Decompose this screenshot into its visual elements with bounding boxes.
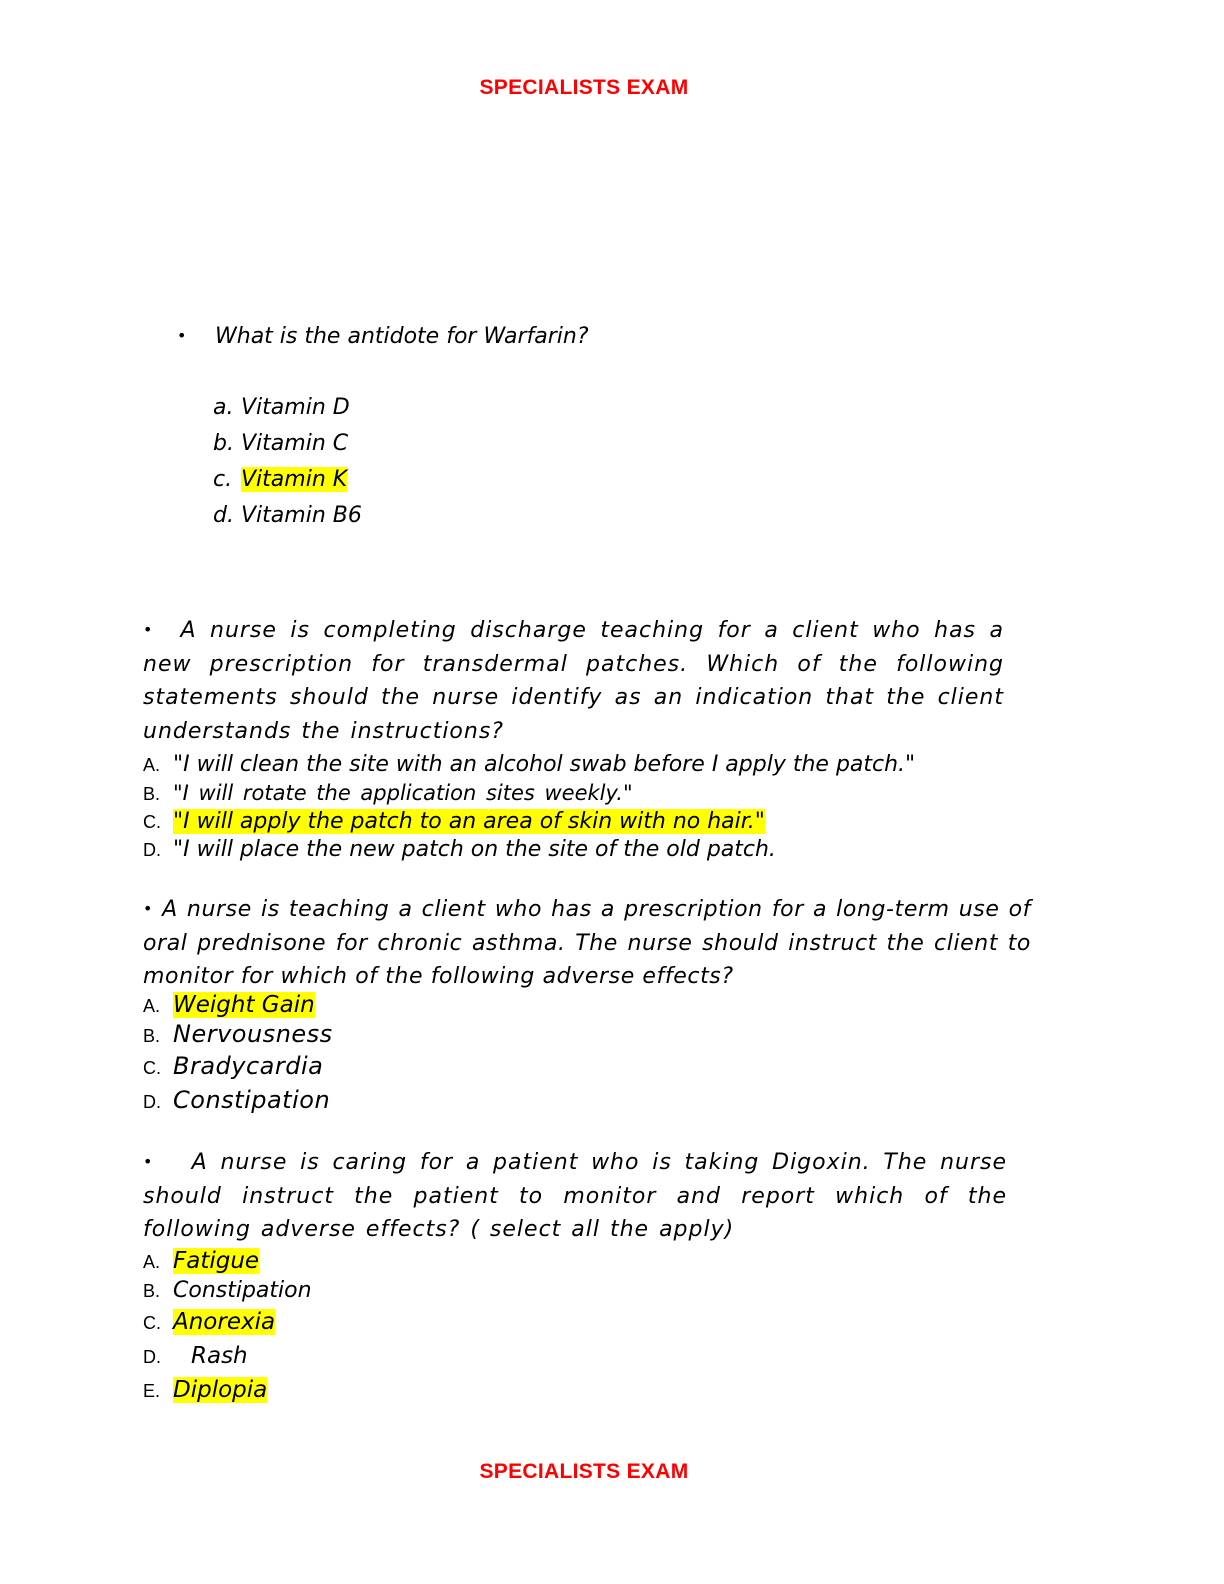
question-3-stem bbox=[143, 892, 1031, 994]
option-text: Constipation bbox=[173, 1278, 312, 1303]
question-3-option-d bbox=[143, 1086, 330, 1114]
option-letter: C. bbox=[143, 1058, 161, 1078]
option-text: Rash bbox=[191, 1343, 248, 1369]
question-1-option-d bbox=[213, 503, 362, 528]
question-2-stem bbox=[143, 613, 1004, 748]
option-text: Bradycardia bbox=[173, 1052, 324, 1080]
option-letter: D. bbox=[143, 840, 161, 860]
option-letter: D. bbox=[143, 1092, 161, 1112]
option-text: "I will rotate the application sites weekly." bbox=[173, 781, 633, 805]
option-text-highlighted: Weight Gain bbox=[173, 992, 315, 1018]
question-2-text: A nurse is completing discharge teaching for a client who has a new prescription for transdermal patches. Which of the following statements should the nurse identify as an indication that the client understands the instructions? bbox=[143, 618, 1004, 744]
option-letter: A. bbox=[143, 755, 161, 775]
bullet-icon: • bbox=[143, 899, 154, 918]
bullet-icon: • bbox=[177, 326, 187, 345]
question-3-option-a bbox=[143, 992, 315, 1018]
page-footer: SPECIALISTS EXAM bbox=[479, 1460, 689, 1483]
option-text: Nervousness bbox=[173, 1020, 333, 1048]
question-4-option-d bbox=[143, 1343, 248, 1369]
option-letter: D. bbox=[143, 1347, 161, 1367]
question-1-option-b bbox=[213, 431, 348, 456]
question-4-option-a bbox=[143, 1248, 259, 1274]
question-3-option-b bbox=[143, 1020, 333, 1048]
option-text: Vitamin D bbox=[241, 395, 350, 420]
option-text-highlighted: Vitamin K bbox=[241, 467, 348, 492]
option-text-highlighted: Diplopia bbox=[173, 1377, 268, 1403]
question-2-option-b bbox=[143, 781, 633, 805]
option-letter: B. bbox=[143, 1281, 161, 1301]
option-letter: c. bbox=[213, 467, 233, 492]
option-letter: a. bbox=[213, 395, 234, 420]
option-text: Constipation bbox=[173, 1086, 331, 1114]
option-letter: B. bbox=[143, 784, 161, 804]
option-text-highlighted: Anorexia bbox=[173, 1309, 276, 1335]
question-1-option-a bbox=[213, 395, 350, 420]
question-2-option-a bbox=[143, 752, 915, 777]
option-letter: C. bbox=[143, 812, 161, 832]
bullet-icon: • bbox=[143, 1152, 154, 1171]
question-2-option-d bbox=[143, 837, 776, 862]
option-letter: B. bbox=[143, 1026, 161, 1046]
option-letter: d. bbox=[213, 503, 234, 528]
question-4-text: A nurse is caring for a patient who is taking Digoxin. The nurse should instruct the patient to monitor and report which of the following adverse effects? ( select all the apply) bbox=[143, 1150, 1007, 1242]
question-1-stem bbox=[177, 324, 589, 349]
option-letter: b. bbox=[213, 431, 234, 456]
option-text: Vitamin B6 bbox=[241, 503, 362, 528]
question-4-option-b bbox=[143, 1278, 312, 1303]
question-1-option-c bbox=[213, 467, 347, 492]
option-text-highlighted: Fatigue bbox=[173, 1248, 260, 1274]
option-letter: A. bbox=[143, 1252, 161, 1272]
page-header: SPECIALISTS EXAM bbox=[479, 76, 689, 99]
question-2-option-c bbox=[143, 809, 765, 834]
question-3-text: A nurse is teaching a client who has a prescription for a long-term use of oral prednisone for chronic asthma. The nurse should instruct the client to monitor for which of the following adverse effects? bbox=[143, 897, 1032, 989]
option-letter: A. bbox=[143, 996, 161, 1016]
option-text: "I will place the new patch on the site of the old patch. bbox=[173, 837, 776, 862]
option-text-highlighted: "I will apply the patch to an area of skin with no hair." bbox=[173, 809, 765, 834]
bullet-icon: • bbox=[143, 620, 154, 639]
question-4-stem bbox=[143, 1145, 1007, 1247]
option-letter: C. bbox=[143, 1313, 161, 1333]
question-3-option-c bbox=[143, 1052, 323, 1080]
question-1-text: What is the antidote for Warfarin? bbox=[215, 324, 589, 349]
option-text: Vitamin C bbox=[241, 431, 349, 456]
question-4-option-e bbox=[143, 1377, 267, 1403]
option-text: "I will clean the site with an alcohol swab before I apply the patch." bbox=[173, 752, 916, 777]
question-4-option-c bbox=[143, 1309, 275, 1335]
option-letter: E. bbox=[143, 1381, 161, 1401]
